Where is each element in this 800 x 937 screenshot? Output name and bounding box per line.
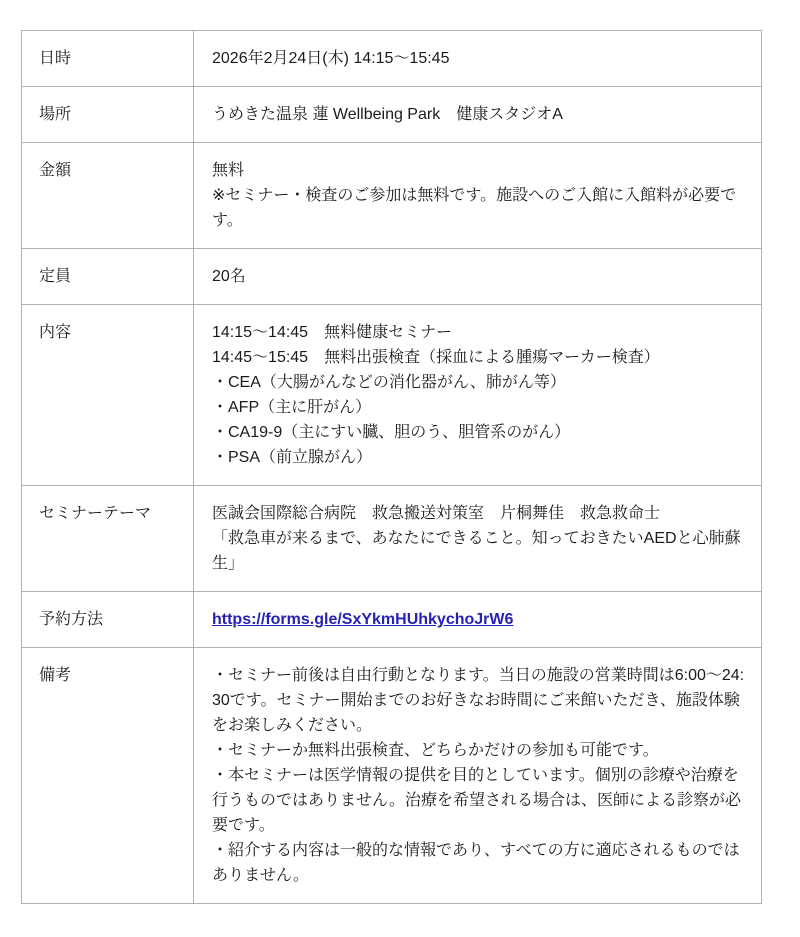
- row-label-datetime: 日時: [22, 31, 194, 87]
- text-line: 20名: [212, 268, 246, 285]
- table-row-contents: [22, 305, 762, 486]
- event-details-table: [21, 30, 762, 904]
- text-line: ・本セミナーは医学情報の提供を目的としています。個別の診療や治療を行うものではありません。治療を希望される場合は、医師による診察が必要です。: [212, 767, 741, 834]
- text-line: 無料: [212, 162, 245, 179]
- row-value-capacity: [194, 249, 762, 305]
- table-row-location: [22, 87, 762, 143]
- text-line: 14:15〜14:45 無料健康セミナー: [212, 324, 453, 341]
- row-value-seminar-theme: [194, 486, 762, 592]
- text-line: 医誠会国際総合病院 救急搬送対策室 片桐舞佳 救急救命士: [212, 505, 661, 522]
- table-row-reservation: [22, 592, 762, 648]
- text-line: ・セミナー前後は自由行動となります。当日の施設の営業時間は6:00〜24:30です。セミナー開始までのお好きなお時間にご来館いただき、施設体験をお楽しみください。: [212, 667, 745, 734]
- table-row-datetime: [22, 31, 762, 87]
- row-value-contents: [194, 305, 762, 486]
- table-row-notes: [22, 648, 762, 904]
- row-value-reservation: [194, 592, 762, 648]
- row-value-location: [194, 87, 762, 143]
- text-line: ・CEA（大腸がんなどの消化器がん、肺がん等）: [212, 374, 566, 391]
- text-line: ・紹介する内容は一般的な情報であり、すべての方に適応されるものではありません。: [212, 842, 740, 884]
- row-label-contents: 内容: [22, 305, 194, 486]
- table-row-seminar-theme: [22, 486, 762, 592]
- row-label-capacity: 定員: [22, 249, 194, 305]
- row-label-notes: 備考: [22, 648, 194, 904]
- text-line: ※セミナー・検査のご参加は無料です。施設へのご入館に入館料が必要です。: [212, 187, 737, 229]
- text-line: ・セミナーか無料出張検査、どちらかだけの参加も可能です。: [212, 742, 659, 759]
- text-line: ・CA19-9（主にすい臓、胆のう、胆管系のがん）: [212, 424, 571, 441]
- text-line: ・AFP（主に肝がん）: [212, 399, 372, 416]
- row-value-price: [194, 143, 762, 249]
- text-line: 「救急車が来るまで、あなたにできること。知っておきたいAEDと心肺蘇生」: [212, 530, 741, 572]
- reservation-form-link[interactable]: https://forms.gle/SxYkmHUhkychoJrW6: [212, 611, 514, 628]
- row-value-notes: [194, 648, 762, 904]
- text-line: うめきた温泉 蓮 Wellbeing Park 健康スタジオA: [212, 106, 563, 123]
- row-label-price: 金額: [22, 143, 194, 249]
- table-row-price: [22, 143, 762, 249]
- row-label-seminar-theme: セミナーテーマ: [22, 486, 194, 592]
- text-line: ・PSA（前立腺がん）: [212, 449, 373, 466]
- row-label-location: 場所: [22, 87, 194, 143]
- row-value-datetime: [194, 31, 762, 87]
- text-line: 2026年2月24日(木) 14:15〜15:45: [212, 50, 450, 67]
- text-line: 14:45〜15:45 無料出張検査（採血による腫瘍マーカー検査）: [212, 349, 660, 366]
- table-row-capacity: [22, 249, 762, 305]
- row-label-reservation: 予約方法: [22, 592, 194, 648]
